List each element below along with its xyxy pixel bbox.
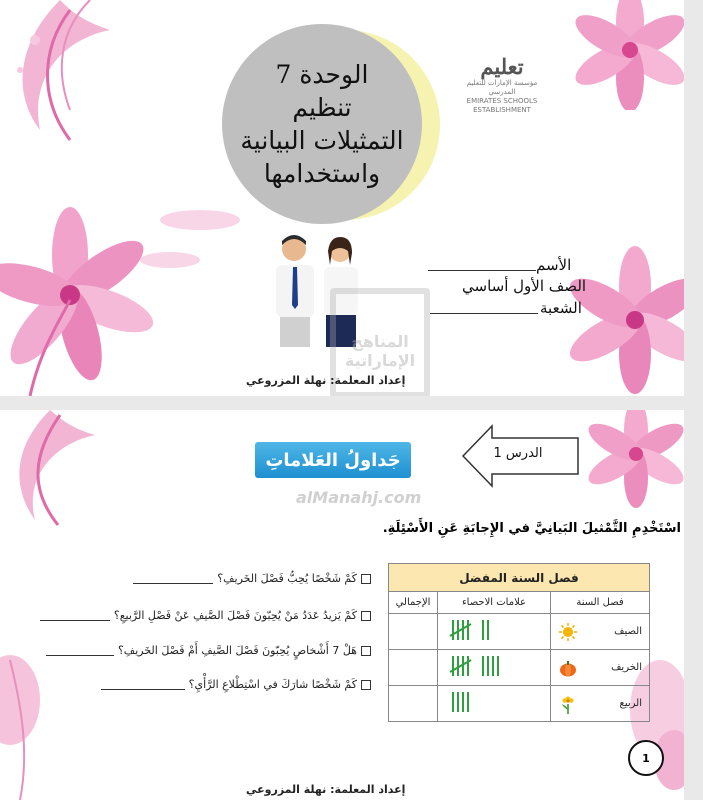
question-text: كَمْ شَخْصًا شارَكَ في اسْتِطْلاعِ الرَّأْيِ؟: [188, 678, 357, 691]
total-cell[interactable]: [389, 686, 438, 722]
total-cell[interactable]: [389, 650, 438, 686]
tally-marks: [445, 616, 549, 644]
flower-decoration-top-right: [540, 0, 684, 110]
table-row: [389, 650, 650, 686]
checkbox[interactable]: [361, 611, 371, 621]
question-item: [101, 678, 371, 691]
question-item: [40, 609, 371, 622]
unit-title-line: تنظيم: [292, 93, 352, 122]
question-text: كَمْ شَخْصًا يُحِبُّ فَصْلَ الخَريفِ؟: [217, 572, 357, 585]
total-cell[interactable]: [389, 614, 438, 650]
cover-slide: [0, 0, 684, 396]
flower-decoration-bottom-left: [0, 640, 80, 800]
table-row: [389, 614, 650, 650]
checkbox[interactable]: [361, 646, 371, 656]
tally-table: [388, 563, 650, 722]
answer-blank[interactable]: [133, 573, 213, 584]
table-row: [389, 686, 650, 722]
section-label: الشعبة: [540, 299, 582, 317]
question-item: [46, 644, 371, 657]
name-field[interactable]: [428, 270, 536, 271]
lesson-number: الدرس 1: [493, 446, 543, 461]
sun-icon: [558, 622, 578, 642]
unit-title-line: الوحدة 7: [275, 60, 369, 89]
teacher-credit: إعداد المعلمة: نهلة المزروعي: [246, 783, 406, 796]
unit-title-line: واستخدامها: [263, 159, 381, 188]
season-label: الخريف: [611, 662, 642, 673]
watermark: المناهج الإماراتية: [330, 288, 430, 396]
instruction-text: اسْتَخْدِمِ التَّمْثيلَ البَيانِيَّ في الإِجابَةِ عَنِ الأَسْئِلَةِ.: [382, 521, 681, 536]
flower-decoration-top-right: [570, 410, 684, 510]
unit-title-line: التمثيلات البيانية: [240, 126, 404, 155]
flower-icon: [558, 694, 578, 714]
question-item: [133, 572, 371, 585]
unit-title-circle: [222, 24, 422, 224]
watermark: alManahj.com: [296, 488, 422, 507]
checkbox[interactable]: [361, 680, 371, 690]
season-label: الربيع: [619, 698, 642, 709]
column-header: علامات الاحصاء: [438, 592, 551, 614]
grade-label: الصف الأول أساسي: [462, 277, 587, 295]
column-header: فصل السنة: [551, 592, 650, 614]
table-caption: فصل السنة المفضل: [389, 564, 650, 592]
teacher-credit: إعداد المعلمة: نهلة المزروعي: [246, 374, 406, 387]
flower-decoration-bottom-right: [560, 240, 684, 396]
section-field[interactable]: [430, 313, 538, 314]
tally-marks: [445, 688, 549, 716]
lesson-title: جَداولُ العَلاماتِ: [255, 442, 411, 478]
checkbox[interactable]: [361, 574, 371, 584]
answer-blank[interactable]: [40, 610, 110, 621]
answer-blank[interactable]: [46, 645, 114, 656]
flower-decoration-top-left: [0, 0, 140, 150]
page-number: 1: [628, 740, 664, 776]
logo-subtitle-english: EMIRATES SCHOOLS ESTABLISHMENT: [466, 97, 538, 114]
tally-marks: [445, 652, 549, 680]
season-label: الصيف: [614, 626, 642, 637]
name-label: الأسم: [536, 256, 572, 274]
pumpkin-icon: [558, 658, 578, 678]
column-header: الإجمالي: [389, 592, 438, 614]
flower-decoration-bottom-left: [0, 200, 240, 396]
question-text: كَمْ يَزيدُ عَدَدُ مَنْ يُحِبّونَ فَصْلَ الصَّيفِ عَنْ فَصْلِ الرَّبيعِ؟: [113, 609, 357, 622]
question-text: هَلْ 7 أَشْخاصٍ يُحِبّونَ فَصْلَ الصَّيفِ أَمْ فَصْلَ الخَريفِ؟: [117, 644, 357, 657]
answer-blank[interactable]: [101, 679, 185, 690]
logo-text: تعليم: [480, 54, 524, 79]
logo-subtitle-arabic: مؤسسة الإمارات للتعليم المدرسي: [466, 79, 538, 96]
flower-decoration-top-left: [0, 410, 110, 530]
ministry-logo: [462, 54, 542, 115]
